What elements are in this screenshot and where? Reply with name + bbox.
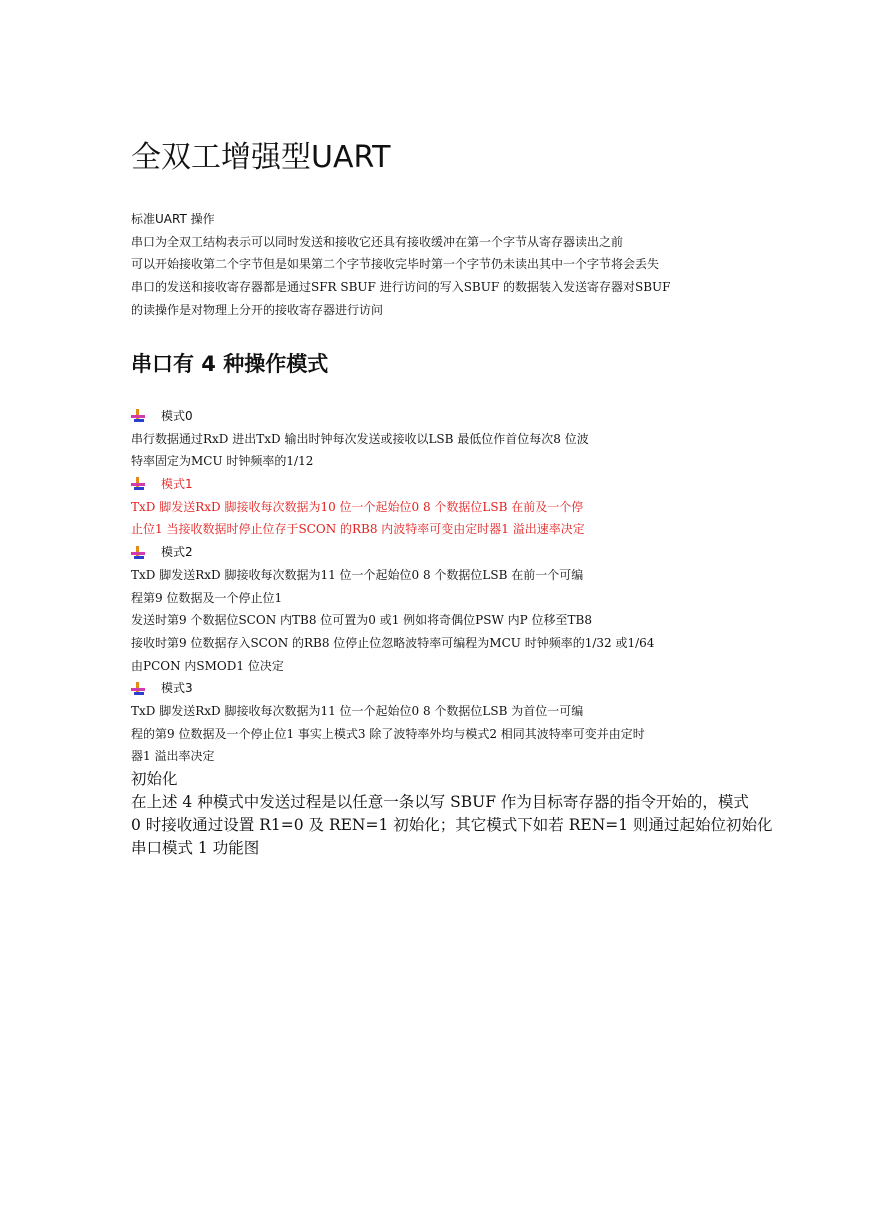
intro-section (131, 208, 670, 322)
intro-line: 的读操作是对物理上分开的接收寄存器进行访问 (131, 302, 384, 317)
mode-3-line: 器1 溢出率决定 (131, 749, 215, 764)
mode-0-line: 特率固定为MCU 时钟频率的1/12 (131, 454, 314, 469)
mode-label: 模式3 (161, 681, 193, 696)
mode-3-heading (131, 677, 654, 700)
mode-1-line: 止位1 当接收数据时停止位存于SCON 的RB8 内波特率可变由定时器1 溢出速率决定 (131, 522, 585, 537)
mode-3-line: 程的第9 位数据及一个停止位1 事实上模式3 除了波特率外均与模式2 相同其波特率可变并由定时 (131, 726, 645, 741)
bullet-icon (131, 682, 145, 696)
mode-0-line: 串行数据通过RxD 进出TxD 输出时钟每次发送或接收以LSB 最低位作首位每次8 位波 (131, 431, 589, 446)
mode-2-line: 程第9 位数据及一个停止位1 (131, 590, 283, 605)
paragraph-line: 在上述 4 种模式中发送过程是以任意一条以写 SBUF 作为目标寄存器的指令开始的，模式 (131, 793, 749, 811)
init-paragraph (131, 768, 773, 860)
mode-label: 模式1 (161, 477, 193, 492)
mode-2-line: 发送时第9 个数据位SCON 内TB8 位可置为0 或1 例如将奇偶位PSW 内P 位移至TB8 (131, 613, 592, 628)
mode-label: 模式2 (161, 545, 193, 560)
bullet-icon (131, 477, 145, 491)
page-title: 全双工增强型UART (131, 140, 391, 175)
modes-list (131, 405, 654, 768)
mode-label: 模式0 (161, 409, 193, 423)
intro-heading: 标准UART 操作 (131, 212, 215, 226)
bullet-icon (131, 546, 145, 560)
mode-0-heading (131, 405, 654, 428)
intro-line: 串口的发送和接收寄存器都是通过SFR SBUF 进行访问的写入SBUF 的数据装入发送寄存器对SBUF (131, 280, 671, 295)
paragraph-line: 串口模式 1 功能图 (131, 839, 260, 857)
mode-2-line: 由PCON 内SMOD1 位决定 (131, 658, 284, 673)
bullet-icon (131, 409, 145, 423)
section-heading: 串口有 4 种操作模式 (131, 352, 329, 376)
mode-2-line: TxD 脚发送RxD 脚接收每次数据为11 位一个起始位0 8 个数据位LSB 在前一个可编 (131, 567, 584, 582)
mode-3-line: TxD 脚发送RxD 脚接收每次数据为11 位一个起始位0 8 个数据位LSB 为首位一可编 (131, 704, 584, 719)
intro-line: 可以开始接收第二个字节但是如果第二个字节接收完毕时第一个字节仍未读出其中一个字节将会丢失 (131, 257, 660, 272)
mode-2-heading (131, 541, 654, 564)
mode-2-line: 接收时第9 位数据存入SCON 的RB8 位停止位忽略波特率可编程为MCU 时钟频率的1/32 或1/64 (131, 635, 655, 650)
paragraph-line: 0 时接收通过设置 R1=0 及 REN=1 初始化；其它模式下如若 REN=1 则通过起始位初始化 (131, 816, 773, 834)
paragraph-line: 初始化 (131, 770, 178, 788)
mode-1-heading (131, 473, 654, 496)
intro-line: 串口为全双工结构表示可以同时发送和接收它还具有接收缓冲在第一个字节从寄存器读出之前 (131, 234, 624, 249)
mode-1-line: TxD 脚发送RxD 脚接收每次数据为10 位一个起始位0 8 个数据位LSB 在前及一个停 (131, 499, 584, 514)
